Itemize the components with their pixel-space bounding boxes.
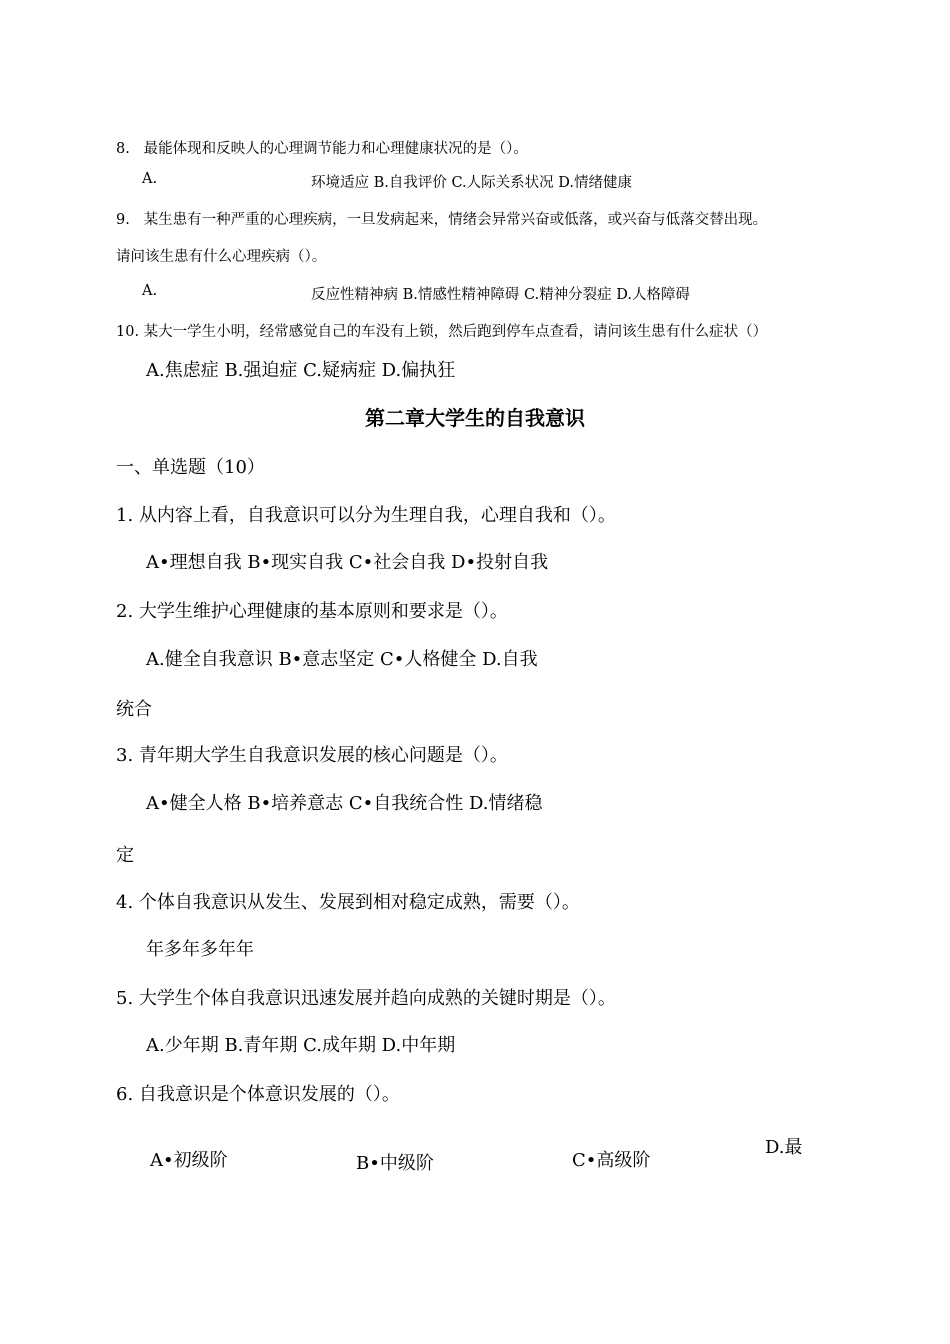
q8-options: 环境适应 B.自我评价 C.人际关系状况 D.情绪健康 <box>311 175 632 191</box>
ch2-q2-options-wrap: 统合 <box>116 699 152 720</box>
ch2-q3-options-wrap: 定 <box>116 845 134 866</box>
q8-line <box>116 137 528 158</box>
ch2-q6-option-b: B•中级阶 <box>356 1153 434 1174</box>
ch2-q4-options: 年多年多年年 <box>146 939 254 960</box>
ch2-q3-number: 3. <box>116 745 134 766</box>
q9-line2: 请问该生患有什么心理疾病（）。 <box>116 249 327 265</box>
ch2-q6-text: 自我意识是个体意识发展的（）。 <box>138 1084 400 1105</box>
ch2-q5-number: 5. <box>116 988 134 1009</box>
q9-text: 某生患有一种严重的心理疾病，一旦发病起来，情绪会异常兴奋或低落，或兴奋与低落交替出现。 <box>143 212 768 228</box>
ch2-q5-text: 大学生个体自我意识迅速发展并趋向成熟的关键时期是（）。 <box>138 988 616 1009</box>
ch2-q6-option-a: A•初级阶 <box>150 1150 228 1171</box>
ch2-q1-line <box>116 501 616 527</box>
q8-number: 8. <box>116 141 130 157</box>
section-title: 一、单选题（10） <box>116 457 265 478</box>
ch2-q2-number: 2. <box>116 601 134 622</box>
q10-options: A.焦虑症 B.强迫症 C.疑病症 D.偏执狂 <box>146 360 456 381</box>
q9-option-a: A. <box>142 283 158 299</box>
ch2-q4-text: 个体自我意识从发生、发展到相对稳定成熟，需要（）。 <box>138 892 580 913</box>
ch2-q1-text: 从内容上看，自我意识可以分为生理自我，心理自我和（）。 <box>138 505 616 526</box>
q9-number: 9. <box>116 212 130 228</box>
q8-text: 最能体现和反映人的心理调节能力和心理健康状况的是（）。 <box>143 141 528 157</box>
ch2-q3-line <box>116 741 508 767</box>
ch2-q6-option-c: C•高级阶 <box>572 1150 651 1171</box>
ch2-q1-options: A•理想自我 B•现实自我 C•社会自我 D•投射自我 <box>146 552 549 573</box>
ch2-q3-options: A•健全人格 B•培养意志 C•自我统合性 D.情绪稳 <box>146 793 543 814</box>
q8-option-a: A. <box>142 171 158 187</box>
ch2-q6-line <box>116 1080 400 1106</box>
ch2-q5-options: A.少年期 B.青年期 C.成年期 D.中年期 <box>146 1035 456 1056</box>
q9-line1 <box>116 208 767 229</box>
ch2-q4-line <box>116 888 580 914</box>
ch2-q6-number: 6. <box>116 1084 134 1105</box>
ch2-q6-option-d: D.最 <box>765 1137 803 1158</box>
ch2-q2-options: A.健全自我意识 B•意志坚定 C•人格健全 D.自我 <box>146 649 538 670</box>
q10-text: 某大一学生小明，经常感觉自己的车没有上锁，然后跑到停车点查看，请问该生患有什么症状（） <box>143 324 768 340</box>
ch2-q4-number: 4. <box>116 892 134 913</box>
chapter-title: 第二章大学生的自我意识 <box>365 406 585 430</box>
q10-number: 10. <box>116 324 140 340</box>
q9-options: 反应性精神病 B.情感性精神障碍 C.精神分裂症 D.人格障碍 <box>311 287 690 303</box>
ch2-q2-line <box>116 597 508 623</box>
q10-line <box>116 320 767 341</box>
ch2-q3-text: 青年期大学生自我意识发展的核心问题是（）。 <box>138 745 508 766</box>
ch2-q5-line <box>116 984 616 1010</box>
ch2-q2-text: 大学生维护心理健康的基本原则和要求是（）。 <box>138 601 508 622</box>
ch2-q1-number: 1. <box>116 505 134 526</box>
